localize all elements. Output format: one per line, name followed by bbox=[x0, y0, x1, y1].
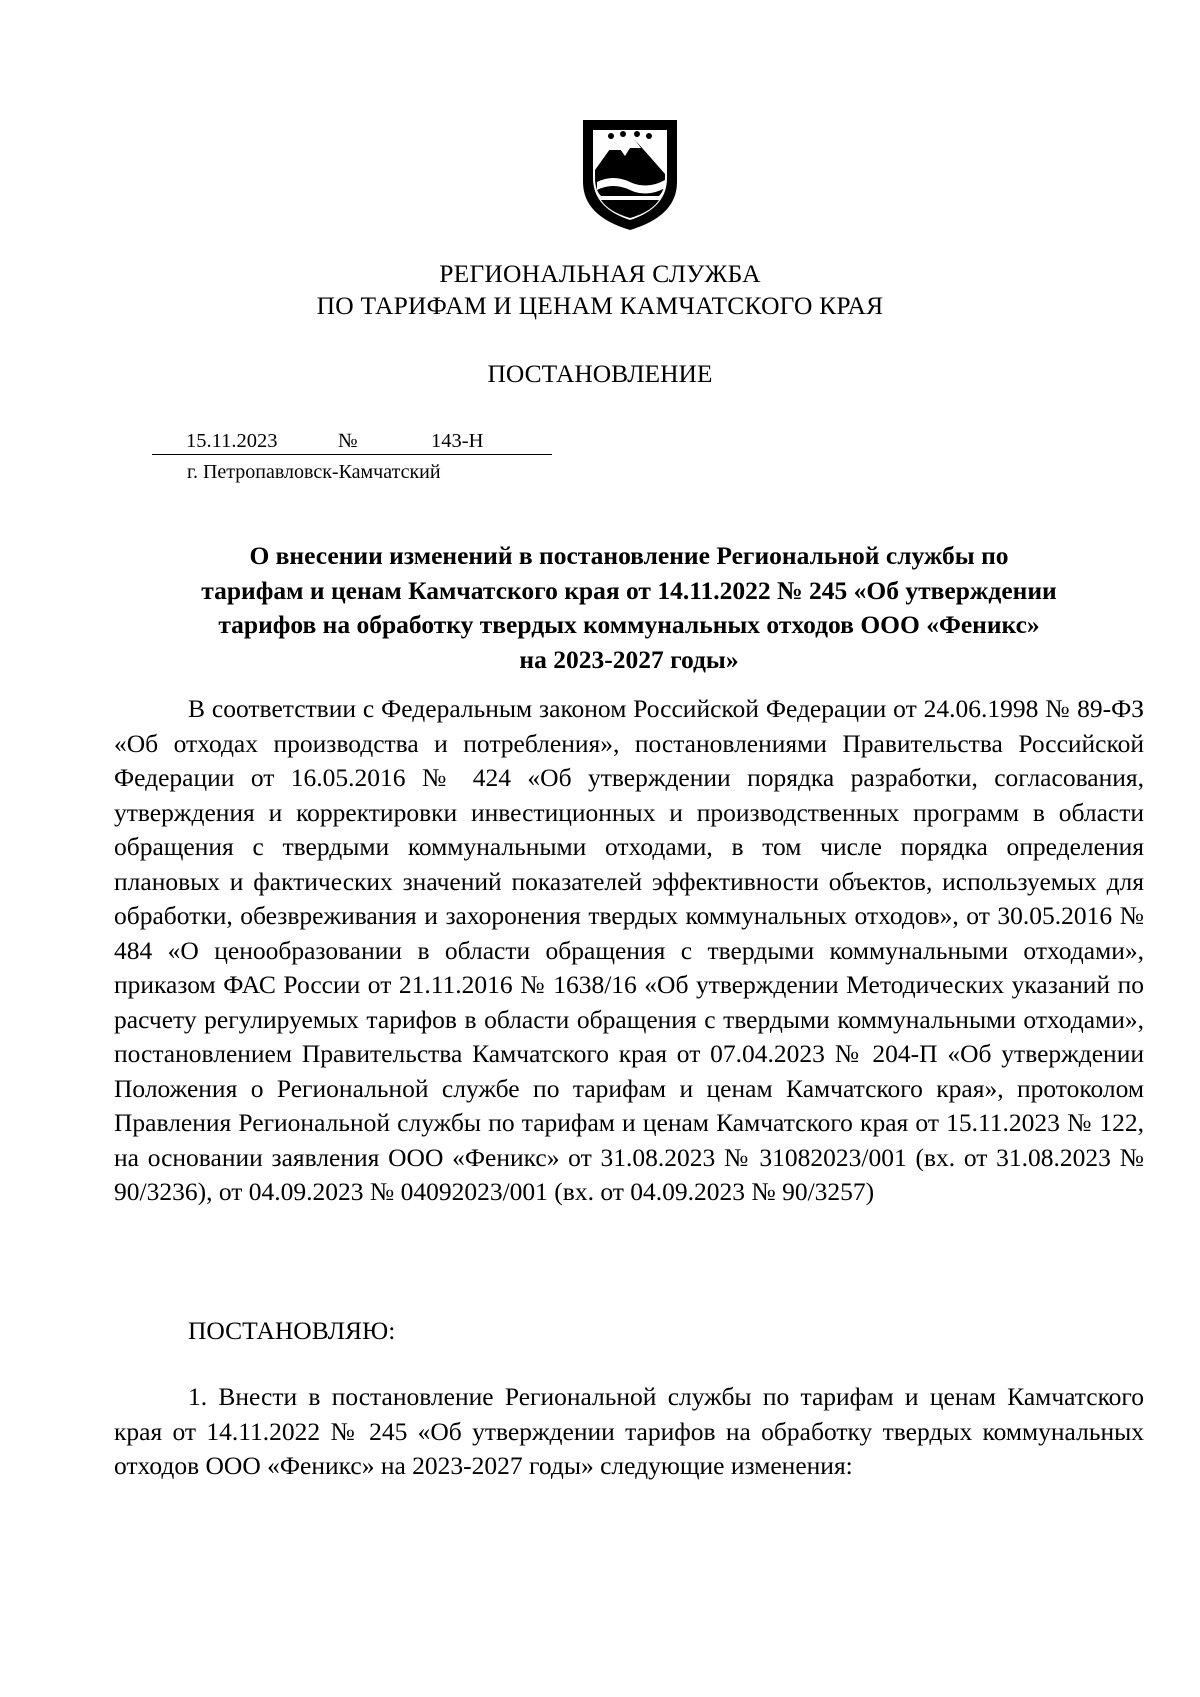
document-number: 143-Н bbox=[431, 430, 484, 452]
title-line3: тарифов на обработку твердых коммунальных отходов ООО «Феникс» bbox=[218, 610, 1040, 639]
document-type: ПОСТАНОВЛЕНИЕ bbox=[487, 359, 713, 388]
organization-name-line1: РЕГИОНАЛЬНАЯ СЛУЖБА bbox=[439, 259, 761, 288]
title-line4: на 2023-2027 годы» bbox=[519, 644, 739, 674]
title-line2: тарифам и ценам Камчатского края от 14.11.2022 № 245 «Об утверждении bbox=[201, 575, 1057, 605]
item-1-paragraph: 1. Внести в постановление Региональной службы по тарифам и ценам Камчатского края от 14.11.2022 № 245 «Об утверждении тарифов на обработку твердых коммунальных отходов ООО «Феникс» на 2023-2027 годы» следующие изменения: bbox=[114, 1382, 1144, 1480]
title-line1: О внесении изменений в постановление Региональной службы по bbox=[249, 541, 1009, 570]
number-sign: № bbox=[338, 430, 358, 452]
document-city: г. Петропавловск-Камчатский bbox=[187, 461, 441, 483]
kamchatka-coat-of-arms-icon bbox=[579, 112, 681, 232]
document-title bbox=[114, 539, 1144, 677]
document-date: 15.11.2023 bbox=[186, 430, 278, 452]
decree-heading: ПОСТАНОВЛЯЮ: bbox=[188, 1316, 396, 1345]
document-meta-line bbox=[152, 428, 552, 455]
organization-name bbox=[0, 258, 1200, 322]
preamble-paragraph: В соответствии с Федеральным законом Российской Федерации от 24.06.1998 № 89-ФЗ «Об отходах производства и потребления», постановлениями Правительства Российской Федерации от 16.05.2016 № 424 «Об утверждении порядка разработки, согласования, утверждения и корректировки инвестиционных и производственных программ в области обращения с твердыми коммунальными отходами, в том числе порядка определения плановых и фактических значений показателей эффективности объектов, используемых для обработки, обезвреживания и захоронения твердых коммунальных отходов», от 30.05.2016 № 484 «О ценообразовании в области обращения с твердыми коммунальными отходами», приказом ФАС России от 21.11.2016 № 1638/16 «Об утверждении Методических указаний по расчету регулируемых тарифов в области обращения с твердыми коммунальными отходами», постановлением Правительства Камчатского края от 07.04.2023 № 204-П «Об утверждении Положения о Региональной службе по тарифам и ценам Камчатского края», протоколом Правления Региональной службы по тарифам и ценам Камчатского края от 15.11.2023 № 122, на основании заявления ООО «Феникс» от 31.08.2023 № 31082023/001 (вх. от 31.08.2023 № 90/3236), от 04.09.2023 № 04092023/001 (вх. от 04.09.2023 № 90/3257) bbox=[114, 694, 1144, 1206]
organization-name-line2: ПО ТАРИФАМ И ЦЕНАМ КАМЧАТСКОГО КРАЯ bbox=[316, 291, 884, 320]
